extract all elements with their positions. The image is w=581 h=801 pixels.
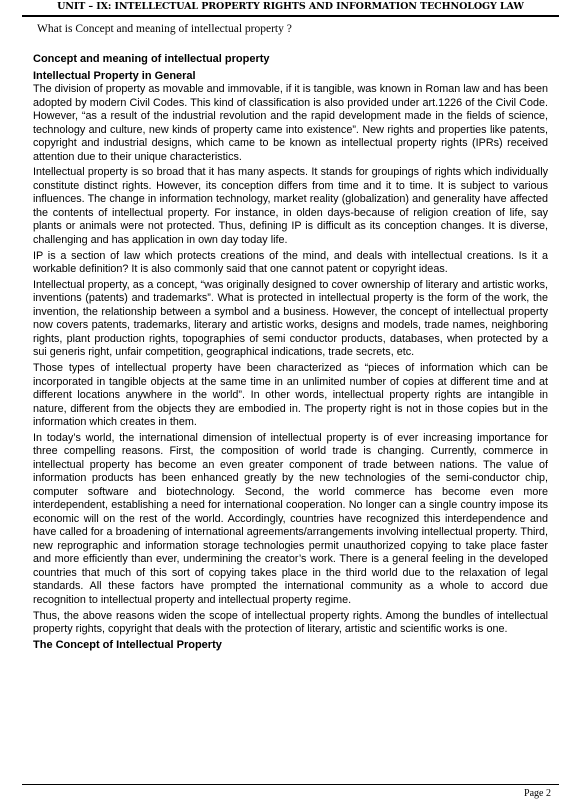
subsection-heading: Intellectual Property in General — [33, 69, 196, 82]
paragraph-3: IP is a section of law which protects creations of the mind, and deals with intellectual creations. Is it a workable definition? It is also commonly said that one cannot patent or copyright ideas. — [33, 249, 548, 276]
page-footer — [22, 784, 559, 801]
running-header: UNIT – IX: INTELLECTUAL PROPERTY RIGHTS AND INFORMATION TECHNOLOGY LAW — [22, 0, 559, 17]
paragraph-5: Those types of intellectual property have been characterized as “pieces of information which can be incorporated in tangible objects at the same time in an unlimited number of copies at different time and at different locations anywhere in the world”. In other words, intellectual property rights are intangible in nature, different from the objects they are embodied in. The property right is not in those copies but in the information which creates in them. — [33, 362, 548, 429]
paragraph-1: The division of property as movable and immovable, if it is tangible, was known in Roman law and has been adopted by modern Civil Codes. This kind of classification is also provided under art.1226 of the Civil Code. However, “as a result of the industrial revolution and the rapid development made in the fields of science, technology and culture, new kinds of property came into existence”. New rights and properties like patents, copyright and industrial designs, which came to be known as intellectual property rights (IPRs) received attention due to their unique characteristics. — [33, 83, 548, 163]
concept-heading: The Concept of Intellectual Property — [33, 639, 222, 652]
document-body — [33, 53, 548, 653]
page-number: Page 2 — [524, 788, 551, 799]
paragraph-6: In today’s world, the international dimension of intellectual property is of ever increasing importance for three compelling reasons. First, the composition of world trade is changing. Currently, commerce in intellectual property has become an even greater component of trade between nations. The value of information products has been enhanced greatly by the new technologies of the semi-conductor chip, computer software and biotechnology. Second, the world commerce has become even more interdependent, establishing a need for international cooperation. No longer can a single country impose its economic will on the rest of the world. Accordingly, countries have recognized this interdependence and have called for a broadening of international agreements/arrangements involving intellectual property. Third, new reprographic and information storage technologies permit unauthorized copying to take place faster and more efficiently than ever, undermining the creator’s work. There is a general feeling in the developed countries that much of this sort of copying takes place in the third world due to the relaxation of legal standards. All these factors have prompted the international community as a whole to accord due recognition to intellectual property and intellectual property regime. — [33, 431, 548, 606]
question-line: What is Concept and meaning of intellectual property ? — [37, 23, 292, 35]
paragraph-4: Intellectual property, as a concept, “was originally designed to cover ownership of literary and artistic works, inventions (patents) and trademarks”. What is protected in intellectual property is the form of the work, the invention, the relationship between a symbol and a business. However, the concept of intellectual property now covers patents, trademarks, literary and artistic works, designs and models, trade names, neighboring rights, plant production rights, topographies of semi conductor products, databases, when protected by a sui generis right, unfair competition, geographical indications, trade secrets, etc. — [33, 278, 548, 359]
paragraph-2: Intellectual property is so broad that it has many aspects. It stands for groupings of rights which individually constitute distinct rights. However, its conception differs from time and it to time. It is subject to various influences. The change in information technology, market reality (globalization) and generality have affected the contents of intellectual property. For instance, in olden days-because of religion creation of life, say plants or animals were not protected. Thus, defining IP is difficult as its conception changes. It is diverse, challenging and has application in own day today life. — [33, 166, 548, 246]
section-heading: Concept and meaning of intellectual property — [33, 53, 270, 65]
paragraph-7: Thus, the above reasons widen the scope of intellectual property rights. Among the bundles of intellectual property rights, copyright that deals with the protection of literary, artistic and scientific works is one. — [33, 609, 548, 636]
